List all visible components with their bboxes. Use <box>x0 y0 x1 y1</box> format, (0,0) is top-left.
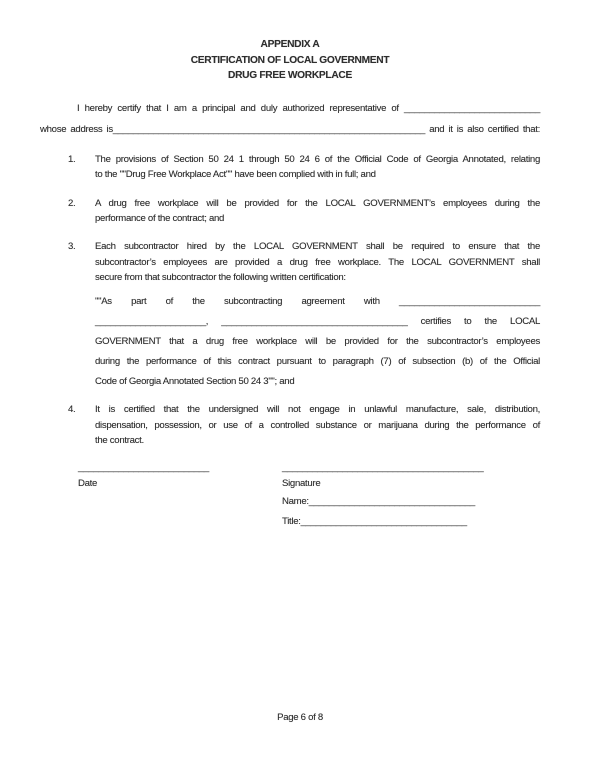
subcontractor-certification-quote <box>95 292 540 392</box>
list-item-4 <box>40 402 540 448</box>
quote-line: GOVERNMENT that a drug free workplace will be provided for the subcontractor’s employees <box>95 335 540 347</box>
date-label: Date <box>78 478 98 490</box>
list-item-line: Each subcontractor hired by the LOCAL GOVERNMENT shall be required to ensure that the <box>95 241 540 253</box>
list-item-text <box>95 402 540 448</box>
name-label: Name: <box>282 496 309 508</box>
appendix-title: APPENDIX A <box>260 39 320 50</box>
intro-line: whose address is______________________________________________________________ and it is also certified that: <box>40 123 540 135</box>
list-item-1 <box>40 152 540 183</box>
list-item-2 <box>40 196 540 227</box>
list-item-number: 2. <box>68 197 76 209</box>
date-column <box>78 460 209 532</box>
list-item-text <box>95 239 540 392</box>
intro-line: I hereby certify that I am a principal and duly authorized representative of ___________________________ <box>77 102 540 114</box>
list-item-line: the contract. <box>95 434 144 446</box>
list-item-text <box>95 152 540 183</box>
name-field-row <box>282 492 483 512</box>
page-number: Page 6 of 8 <box>277 712 323 723</box>
certification-title: CERTIFICATION OF LOCAL GOVERNMENT <box>190 54 390 66</box>
list-item-line: performance of the contract; and <box>95 213 225 224</box>
document-content <box>40 0 540 532</box>
quote-line: ______________________, _____________________________________ certifies to the LOCAL <box>95 315 540 327</box>
list-item-line: dispensation, possession, or use of a controlled substance or marijuana during the performance of <box>95 419 540 431</box>
name-blank-line: _________________________________ <box>308 496 475 508</box>
document-header <box>40 37 540 84</box>
signature-column <box>282 460 483 532</box>
list-item-number: 3. <box>68 241 76 253</box>
title-blank-line: _________________________________ <box>300 516 467 528</box>
signature-block <box>40 460 540 532</box>
signature-label: Signature <box>282 478 321 490</box>
title-label: Title: <box>282 516 301 528</box>
list-item-number: 1. <box>68 153 76 165</box>
title-field-row <box>282 512 483 532</box>
list-item-line: It is certified that the undersigned will not engage in unlawful manufacture, sale, distribution, <box>95 404 540 416</box>
list-item-3 <box>40 239 540 392</box>
quote-line: during the performance of this contract pursuant to paragraph (7) of subsection (b) of the Official <box>95 355 540 367</box>
intro-paragraph <box>40 98 540 140</box>
date-blank-line: __________________________ <box>78 462 209 474</box>
quote-line: Code of Georgia Annotated Section 50 24 3""; and <box>95 376 295 387</box>
signature-blank-line: ________________________________________ <box>282 462 484 474</box>
list-item-line: The provisions of Section 50 24 1 through 50 24 6 of the Official Code of Georgia Annotated, relating <box>95 153 540 165</box>
list-item-text <box>95 196 540 227</box>
list-item-line: to the ""Drug Free Workplace Act"" have been complied with in full; and <box>95 169 376 181</box>
list-item-number: 4. <box>68 404 76 416</box>
list-item-line: A drug free workplace will be provided for the LOCAL GOVERNMENT’s employees during the <box>95 197 540 209</box>
drug-free-workplace-title: DRUG FREE WORKPLACE <box>228 70 352 82</box>
list-item-line: secure from that subcontractor the following written certification: <box>95 272 346 284</box>
quote-line: ""As part of the subcontracting agreement with ____________________________ <box>95 295 540 307</box>
list-item-line: subcontractor’s employees are provided a drug free workplace. The LOCAL GOVERNMENT shall <box>95 256 540 268</box>
